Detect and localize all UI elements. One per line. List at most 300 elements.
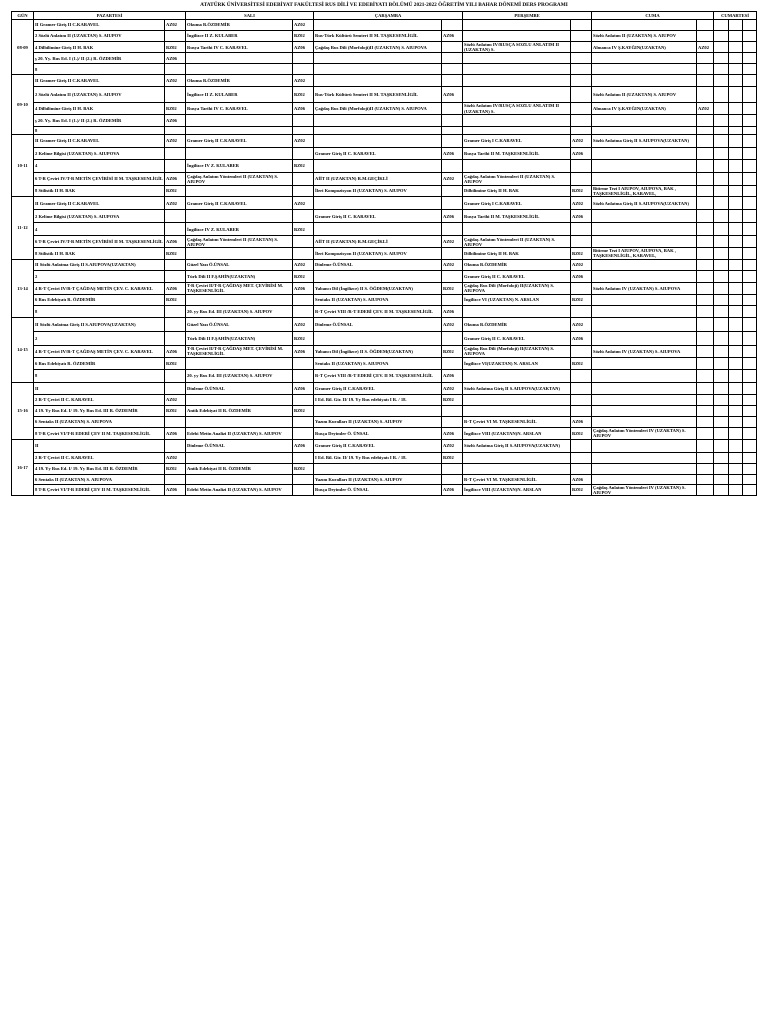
room-cell: BZ02	[571, 294, 592, 305]
empty-cell	[743, 31, 757, 42]
room-cell: BZ02	[571, 248, 592, 259]
empty-cell	[743, 416, 757, 427]
course-cell: Rus-Türk Kültürü Semteri II M. TAŞKESENLİGİL	[314, 87, 442, 103]
course-cell	[592, 416, 697, 427]
room-cell	[165, 416, 186, 427]
room-cell	[697, 357, 714, 369]
course-cell: 6 Rus Edebiyatı R. ÖZDEMİR	[34, 294, 165, 305]
course-cell: ş 20. Yy. Rus Ed. I (1.)/ II (2.) R. ÖZDEMİR	[34, 114, 165, 126]
course-cell: Çağdaş Anlatım Yöntemleri II (UZAKTAN) S. AIUPOV	[463, 236, 571, 248]
room-cell	[729, 463, 743, 474]
schedule-row	[12, 248, 757, 259]
room-cell	[165, 147, 186, 159]
room-cell	[293, 305, 314, 317]
room-cell	[697, 75, 714, 87]
room-cell	[165, 126, 186, 134]
course-cell: Türk Dili II F.ŞAHİN(UZAKTAN)	[186, 270, 293, 282]
course-cell: Gramer Giriş II C.KARAVEL	[314, 439, 442, 452]
room-cell	[442, 294, 463, 305]
course-cell: Sözlü Anlatım II (UZAKTAN) S. AIUPOV	[592, 31, 697, 42]
course-cell	[592, 126, 697, 134]
course-cell: Gramer Giriş II C.KARAVEL	[186, 134, 293, 147]
course-cell	[314, 53, 442, 64]
course-cell: İleri Kompozisyon II (UZAKTAN) S. AIUPOV	[314, 185, 442, 196]
course-cell	[592, 357, 697, 369]
course-cell: Rusya Tarihi II M. TAŞKESENLİGİL	[463, 147, 571, 159]
course-cell	[186, 452, 293, 463]
room-cell	[571, 382, 592, 394]
room-cell	[697, 317, 714, 331]
room-cell: AZ02	[293, 75, 314, 87]
time-slot: 15-16	[12, 382, 34, 439]
room-cell: BZ02	[293, 87, 314, 103]
room-cell: AZ02	[571, 317, 592, 331]
course-cell	[714, 357, 729, 369]
room-cell	[442, 20, 463, 31]
empty-cell	[743, 294, 757, 305]
course-cell	[592, 369, 697, 382]
empty-cell	[743, 452, 757, 463]
course-cell	[714, 452, 729, 463]
room-cell: AZ06	[442, 87, 463, 103]
room-cell	[571, 394, 592, 405]
room-cell	[729, 172, 743, 185]
course-cell: 2 Kelime Bilgisi (UZAKTAN) S. AIUPOVA	[34, 210, 165, 223]
schedule-row	[12, 64, 757, 75]
course-cell: 8 Stilistik II H. BAK	[34, 185, 165, 196]
course-cell: Antik Edebiyat II R. ÖZDEMİR	[186, 463, 293, 474]
empty-cell	[743, 463, 757, 474]
course-cell	[714, 172, 729, 185]
course-cell: II Sözlü Anlatma Giriş II S.AIUPOVA(UZAKTAN)	[34, 317, 165, 331]
room-cell	[442, 159, 463, 172]
course-cell: 8 T-R Çeviri VI/T-R EDEBİ ÇEV II M. TAŞKESENLİGİL	[34, 427, 165, 439]
schedule-row	[12, 427, 757, 439]
room-cell	[697, 147, 714, 159]
schedule-row	[12, 42, 757, 53]
course-cell	[592, 405, 697, 416]
room-cell: AZ02	[697, 103, 714, 114]
course-cell: Antik Edebiyat II R. ÖZDEMİR	[186, 405, 293, 416]
room-cell	[697, 197, 714, 210]
room-cell	[293, 416, 314, 427]
header-day: SALI	[186, 12, 314, 20]
course-cell	[592, 463, 697, 474]
room-cell: AZ02	[697, 42, 714, 53]
empty-cell	[743, 185, 757, 196]
empty-cell	[743, 345, 757, 357]
course-cell: Gramer Giriş II C.KARAVEL	[314, 382, 442, 394]
course-cell: II	[34, 439, 165, 452]
course-cell	[314, 75, 442, 87]
course-cell	[463, 20, 571, 31]
course-cell: Yazım Kuralları II (UZAKTAN) S. AIUPOV	[314, 416, 442, 427]
empty-cell	[743, 305, 757, 317]
course-cell: 4 R-T Çeviri IV/R-T ÇAĞDAŞ METİN ÇEV. C. KARAVEL	[34, 282, 165, 294]
course-cell: AİİT II (UZAKTAN) R.M.GEÇİKLİ	[314, 172, 442, 185]
room-cell	[729, 159, 743, 172]
room-cell: AZ02	[442, 259, 463, 270]
course-cell	[714, 185, 729, 196]
course-cell	[714, 147, 729, 159]
course-cell: Dilbilimine Giriş II H. BAK	[463, 185, 571, 196]
room-cell	[697, 64, 714, 75]
room-cell	[729, 75, 743, 87]
course-cell	[463, 31, 571, 42]
schedule-row	[12, 236, 757, 248]
room-cell	[165, 331, 186, 345]
room-cell	[442, 331, 463, 345]
course-cell	[714, 197, 729, 210]
empty-cell	[743, 382, 757, 394]
room-cell	[293, 147, 314, 159]
room-cell	[293, 126, 314, 134]
room-cell: BZ02	[293, 463, 314, 474]
room-cell: BZ02	[293, 331, 314, 345]
schedule-row	[12, 31, 757, 42]
course-cell: Güzel Yazı Ö.ÜNSAL	[186, 317, 293, 331]
room-cell: AZ06	[571, 210, 592, 223]
room-cell	[165, 223, 186, 236]
course-cell	[592, 223, 697, 236]
course-cell	[714, 87, 729, 103]
room-cell: BZ02	[293, 31, 314, 42]
course-cell	[714, 126, 729, 134]
schedule-row	[12, 53, 757, 64]
room-cell	[442, 53, 463, 64]
room-cell	[729, 147, 743, 159]
empty-cell	[743, 474, 757, 484]
room-cell	[571, 87, 592, 103]
empty-cell	[743, 114, 757, 126]
room-cell	[442, 126, 463, 134]
course-cell: T-R Çeviri II/T-R ÇAĞDAŞ MET. ÇEVİRİSİ M. TAŞKESENLİGİL	[186, 345, 293, 357]
room-cell: AZ06	[293, 439, 314, 452]
room-cell	[442, 64, 463, 75]
schedule-row	[12, 172, 757, 185]
room-cell	[697, 114, 714, 126]
room-cell: AZ02	[293, 259, 314, 270]
course-cell: Güzel Yazı Ö.ÜNSAL	[186, 259, 293, 270]
course-cell: 2	[34, 331, 165, 345]
room-cell: AZ06	[165, 172, 186, 185]
course-cell: Gramer Giriş II C. KARAVEL	[314, 210, 442, 223]
course-cell	[592, 294, 697, 305]
course-cell	[592, 75, 697, 87]
empty-cell	[743, 87, 757, 103]
course-cell: Çağdaş Anlatım Yöntemleri II (UZAKTAN) S. AIUPOV	[186, 172, 293, 185]
schedule-row	[12, 210, 757, 223]
empty-cell	[743, 64, 757, 75]
empty-cell	[743, 20, 757, 31]
course-cell	[714, 270, 729, 282]
room-cell	[293, 248, 314, 259]
course-cell	[714, 210, 729, 223]
room-cell	[165, 159, 186, 172]
room-cell	[293, 427, 314, 439]
room-cell	[293, 474, 314, 484]
room-cell: BZ02	[571, 185, 592, 196]
document-title: ATATÜRK ÜNİVERSİTESİ EDEBİYAT FAKÜLTESİ RUS DİLİ VE EDEBİYATI BÖLÜMÜ 2021-2022 ÖĞRETİM YILI BAHAR DÖNEMİ DERS PROGRAMI	[200, 2, 568, 8]
course-cell: 2 Sözlü Anlatım II (UZAKTAN) S. AIUPOV	[34, 87, 165, 103]
course-cell	[592, 270, 697, 282]
schedule-row	[12, 369, 757, 382]
empty-cell	[743, 53, 757, 64]
room-cell: BZ02	[165, 185, 186, 196]
course-cell: 6 Rus Edebiyatı R. ÖZDEMİR	[34, 357, 165, 369]
course-cell: İleri Kompozisyon II (UZAKTAN) S. AIUPOV	[314, 248, 442, 259]
room-cell	[571, 345, 592, 357]
course-cell: Dinleme Ö.ÜNSAL	[314, 259, 442, 270]
course-cell: İngilizce II Z. KULABER	[186, 31, 293, 42]
empty-cell	[743, 394, 757, 405]
course-cell	[314, 405, 442, 416]
course-cell	[592, 20, 697, 31]
room-cell: AZ06	[293, 103, 314, 114]
schedule-row	[12, 317, 757, 331]
course-cell: 4 19. Yy Rus Ed. I/ 19. Yy Rus Ed. III R. ÖZDEMİR	[34, 405, 165, 416]
course-cell: Sözlü Anlatım IV (UZAKTAN) S. AIUPOVA	[592, 282, 697, 294]
room-cell	[697, 259, 714, 270]
course-cell: 4 Dilbilimine Giriş II H. BAK	[34, 42, 165, 53]
schedule-row	[12, 474, 757, 484]
room-cell	[165, 305, 186, 317]
course-cell: T-R Çeviri II/T-R ÇAĞDAŞ MET. ÇEVİRİSİ M. TAŞKESENLİGİL	[186, 282, 293, 294]
course-cell	[714, 331, 729, 345]
room-cell	[729, 282, 743, 294]
course-cell: 6 Sentaks II (UZAKTAN) S. AIUPOVA	[34, 416, 165, 427]
room-cell	[697, 305, 714, 317]
empty-cell	[743, 405, 757, 416]
room-cell	[697, 331, 714, 345]
course-cell: 2	[34, 270, 165, 282]
course-cell	[714, 20, 729, 31]
room-cell	[729, 223, 743, 236]
course-cell: Almanca IV Ş.KAYĞIN(UZAKTAN)	[592, 103, 697, 114]
course-cell: Sentaks II (UZAKTAN) S. AIUPOVA	[314, 294, 442, 305]
course-cell: 4 Dilbilimine Giriş II H. BAK	[34, 103, 165, 114]
course-cell	[714, 484, 729, 495]
room-cell	[165, 369, 186, 382]
room-cell	[697, 405, 714, 416]
course-cell	[714, 248, 729, 259]
room-cell	[697, 236, 714, 248]
room-cell	[442, 185, 463, 196]
room-cell	[293, 114, 314, 126]
room-cell	[729, 236, 743, 248]
course-cell: Edebi Metin Analizi II (UZAKTAN) S. AIUPOV	[186, 484, 293, 495]
room-cell: AZ06	[165, 484, 186, 495]
room-cell	[571, 42, 592, 53]
course-cell	[314, 463, 442, 474]
course-cell: 2 R-T Çeviri II C. KARAVEL	[34, 452, 165, 463]
schedule-row	[12, 394, 757, 405]
room-cell	[571, 305, 592, 317]
room-cell: AZ02	[293, 197, 314, 210]
room-cell	[697, 463, 714, 474]
empty-cell	[743, 484, 757, 495]
time-slot: 11-12	[12, 197, 34, 259]
room-cell: BZ02	[442, 345, 463, 357]
course-cell	[463, 369, 571, 382]
room-cell	[442, 248, 463, 259]
course-cell: II Gramer Giriş II C.KARAVEL	[34, 75, 165, 87]
room-cell: BZ02	[442, 452, 463, 463]
room-cell	[442, 223, 463, 236]
course-cell	[314, 126, 442, 134]
room-cell: AZ02	[571, 259, 592, 270]
course-cell	[592, 452, 697, 463]
course-cell: İngilizce IV Z. KULABER	[186, 223, 293, 236]
course-cell: I Ed. Bil. Gir. II/ 19. Yy Rus edebiyatı I R. / 18.	[314, 452, 442, 463]
room-cell	[729, 64, 743, 75]
room-cell: AZ02	[442, 439, 463, 452]
course-cell: 20. yy Rus Ed. III (UZAKTAN) S. AIUPOV	[186, 369, 293, 382]
room-cell	[729, 31, 743, 42]
course-cell	[186, 416, 293, 427]
course-cell: Yabancı Dil (İngilizce) II S. ÖĞDEM(UZAKTAN)	[314, 345, 442, 357]
schedule-row	[12, 75, 757, 87]
course-cell: Yazım Kuralları II (UZAKTAN) S. AIUPOV	[314, 474, 442, 484]
room-cell: AZ06	[442, 427, 463, 439]
course-cell	[314, 270, 442, 282]
schedule-row	[12, 20, 757, 31]
header-gun: GÜN	[12, 12, 34, 20]
room-cell	[571, 223, 592, 236]
course-cell	[186, 64, 293, 75]
course-cell: 4 19. Yy Rus Ed. I/ 19. Yy Rus Ed. III R. ÖZDEMİR	[34, 463, 165, 474]
course-cell: 8 Stilistik II H. BAK	[34, 248, 165, 259]
room-cell	[697, 369, 714, 382]
schedule-row	[12, 197, 757, 210]
course-cell	[186, 147, 293, 159]
course-cell: Çağdaş Rus Dili (Morfoloji) II(UZAKTAN) S. AIUPOVA	[463, 345, 571, 357]
schedule-row	[12, 382, 757, 394]
course-cell	[314, 20, 442, 31]
room-cell	[571, 126, 592, 134]
course-cell: Çağdaş Anlatım Yöntemleri II (UZAKTAN) S. AIUPOV	[186, 236, 293, 248]
empty-cell	[743, 427, 757, 439]
course-cell: Rusya Tarihi II M. TAŞKESENLİGİL	[463, 210, 571, 223]
room-cell	[729, 114, 743, 126]
time-slot: 10-11	[12, 134, 34, 196]
course-cell	[592, 236, 697, 248]
room-cell: AZ06	[165, 236, 186, 248]
room-cell: AZ02	[293, 134, 314, 147]
schedule-row	[12, 405, 757, 416]
room-cell	[729, 185, 743, 196]
room-cell: BZ02	[571, 484, 592, 495]
course-cell	[186, 210, 293, 223]
course-cell: 8	[34, 126, 165, 134]
room-cell	[571, 439, 592, 452]
room-cell	[571, 53, 592, 64]
course-cell	[714, 427, 729, 439]
course-cell: R-T Çeviri VI M. TAŞKESENLİGİL	[463, 416, 571, 427]
schedule-row	[12, 103, 757, 114]
course-cell: Gramer Giriş I C.KARAVEL	[463, 134, 571, 147]
room-cell	[729, 317, 743, 331]
time-slot: 13-14	[12, 259, 34, 317]
header-day: CUMARTESİ	[714, 12, 757, 20]
course-cell	[463, 126, 571, 134]
room-cell	[293, 53, 314, 64]
room-cell	[571, 75, 592, 87]
course-cell: Dinleme Ö.ÜNSAL	[186, 439, 293, 452]
room-cell	[729, 331, 743, 345]
room-cell	[165, 31, 186, 42]
course-cell: 8	[34, 369, 165, 382]
course-cell: 20. yy Rus Ed. III (UZAKTAN) S. AIUPOV	[186, 305, 293, 317]
course-cell: Sözlü Anlatma Giriş II S.AIUPOVA(UZAKTAN)	[592, 197, 697, 210]
room-cell: AZ02	[442, 382, 463, 394]
course-cell: II Sözlü Anlatma Giriş II S.AIUPOVA(UZAKTAN)	[34, 259, 165, 270]
course-cell	[714, 317, 729, 331]
room-cell	[571, 369, 592, 382]
course-cell: Çağdaş Rus Dili (Morfoloji) II(UZAKTAN) S. AIUPOVA	[463, 282, 571, 294]
room-cell: BZ02	[165, 294, 186, 305]
room-cell	[165, 474, 186, 484]
course-cell: Okuma R.ÖZDEMİR	[463, 317, 571, 331]
room-cell	[697, 439, 714, 452]
room-cell	[697, 172, 714, 185]
room-cell	[729, 53, 743, 64]
time-slot: 16-17	[12, 439, 34, 495]
room-cell	[293, 185, 314, 196]
course-cell	[714, 405, 729, 416]
schedule-row	[12, 331, 757, 345]
schedule-row	[12, 259, 757, 270]
time-slot: 14-15	[12, 317, 34, 382]
room-cell	[697, 87, 714, 103]
room-cell	[729, 248, 743, 259]
course-cell: II Gramer Giriş II C.KARAVEL	[34, 134, 165, 147]
room-cell	[442, 357, 463, 369]
room-cell: AZ06	[293, 345, 314, 357]
course-cell	[463, 452, 571, 463]
room-cell	[165, 270, 186, 282]
empty-cell	[743, 159, 757, 172]
course-cell	[714, 474, 729, 484]
room-cell	[442, 270, 463, 282]
schedule-row	[12, 416, 757, 427]
room-cell	[293, 484, 314, 495]
room-cell: BZ02	[442, 394, 463, 405]
room-cell: AZ06	[293, 382, 314, 394]
empty-cell	[743, 126, 757, 134]
course-cell	[463, 305, 571, 317]
empty-cell	[743, 317, 757, 331]
course-cell: 2 Sözlü Anlatım II (UZAKTAN) S. AIUPOV	[34, 31, 165, 42]
room-cell	[442, 416, 463, 427]
course-cell	[186, 53, 293, 64]
empty-cell	[743, 259, 757, 270]
room-cell	[571, 114, 592, 126]
course-cell: Gramer Giriş II C. KARAVEL	[463, 331, 571, 345]
course-cell	[714, 282, 729, 294]
room-cell	[729, 345, 743, 357]
course-cell: II Gramer Giriş II C.KARAVEL	[34, 197, 165, 210]
room-cell	[729, 270, 743, 282]
course-cell: İngilizce VIII (UZAKTAN)N. ARSLAN	[463, 427, 571, 439]
time-slot: 09-10	[12, 75, 34, 134]
empty-cell	[743, 42, 757, 53]
course-cell	[463, 114, 571, 126]
room-cell	[697, 282, 714, 294]
course-cell: Dinleme Ö.ÜNSAL	[186, 382, 293, 394]
room-cell	[165, 64, 186, 75]
course-cell	[592, 53, 697, 64]
